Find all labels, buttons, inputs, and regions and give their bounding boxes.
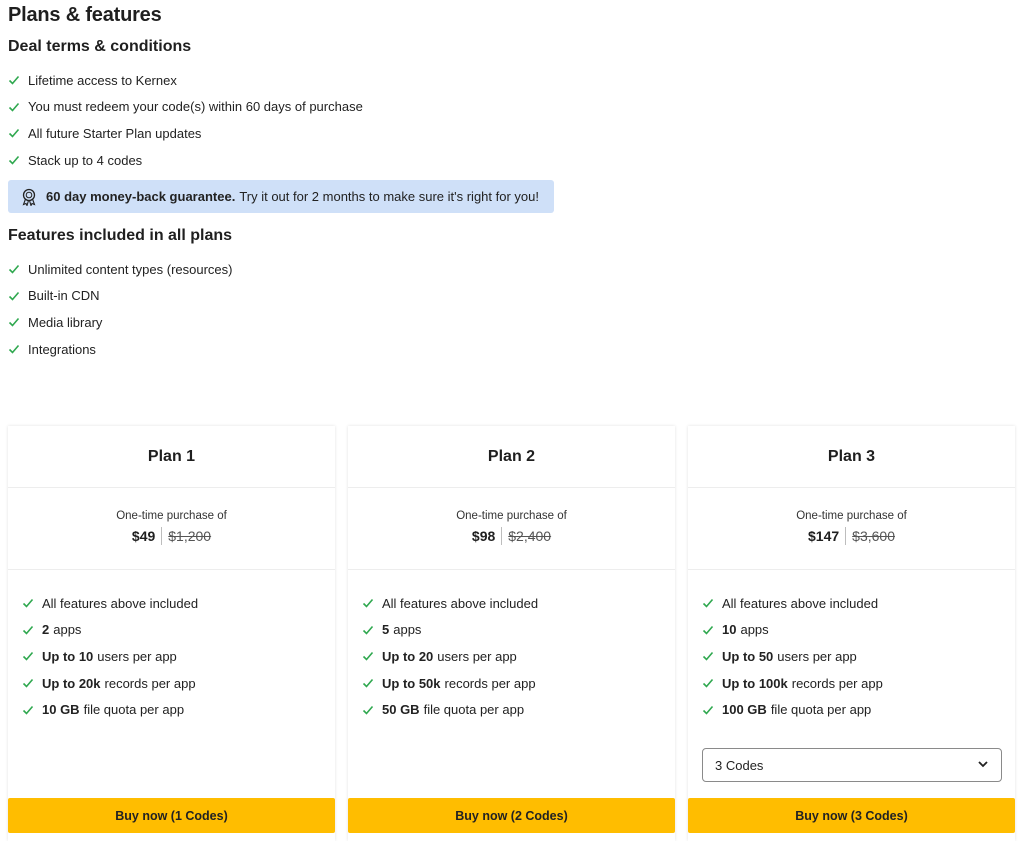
feature-bold: 100 GB xyxy=(722,702,767,718)
feature-bold: Up to 100k xyxy=(722,675,788,691)
check-icon xyxy=(8,74,20,86)
check-icon xyxy=(8,343,20,355)
plan-cards xyxy=(8,426,1016,841)
check-icon xyxy=(702,704,714,716)
price-divider xyxy=(501,527,502,545)
feature-text: records per app xyxy=(791,675,883,691)
check-icon xyxy=(22,704,34,716)
feature-text: file quota per app xyxy=(770,702,872,718)
check-icon xyxy=(362,704,374,716)
feature-text: All features above included xyxy=(42,595,199,611)
check-icon xyxy=(362,624,374,636)
price-caption: One-time purchase of xyxy=(796,510,907,522)
feature-text: users per app xyxy=(777,648,857,664)
feature-bold: Up to 20 xyxy=(382,648,434,664)
feature-bold: 10 GB xyxy=(42,702,80,718)
price-row xyxy=(688,527,1015,545)
money-back-guarantee-banner xyxy=(8,180,554,213)
list-item xyxy=(362,617,675,644)
price-caption: One-time purchase of xyxy=(456,510,567,522)
feature-bold: Up to 50k xyxy=(382,675,441,691)
price-current: $98 xyxy=(471,528,496,544)
list-item xyxy=(8,147,363,174)
feature-text: apps xyxy=(740,622,769,638)
list-item xyxy=(362,643,675,670)
plan-name: Plan 2 xyxy=(348,426,675,488)
buy-now-button[interactable]: Buy now (2 Codes) xyxy=(348,798,675,833)
feature-bold: 50 GB xyxy=(382,702,420,718)
list-item xyxy=(8,94,363,121)
price-original: $1,200 xyxy=(168,528,212,544)
check-icon xyxy=(702,597,714,609)
feature-bold: Up to 20k xyxy=(42,675,101,691)
check-icon xyxy=(8,101,20,113)
features-heading: Features included in all plans xyxy=(8,227,233,244)
feature-text: file quota per app xyxy=(83,702,185,718)
feature-bold: 2 xyxy=(42,622,50,638)
plan-price-section xyxy=(348,488,675,570)
list-item-label: Unlimited content types (resources) xyxy=(28,261,233,277)
plan-features-list xyxy=(348,570,675,723)
feature-text: All features above included xyxy=(382,595,539,611)
price-current: $49 xyxy=(131,528,156,544)
feature-text: records per app xyxy=(444,675,536,691)
check-icon xyxy=(702,624,714,636)
check-icon xyxy=(22,677,34,689)
check-icon xyxy=(8,290,20,302)
list-item xyxy=(22,643,335,670)
price-divider xyxy=(161,527,162,545)
price-row xyxy=(348,527,675,545)
feature-bold: 10 xyxy=(722,622,737,638)
feature-bold: Up to 10 xyxy=(42,648,94,664)
check-icon xyxy=(8,127,20,139)
plan-features-list xyxy=(8,570,335,723)
guarantee-bold-text: 60 day money-back guarantee. xyxy=(46,189,236,204)
plan-price-section xyxy=(8,488,335,570)
buy-now-button[interactable]: Buy now (3 Codes) xyxy=(688,798,1015,833)
check-icon xyxy=(702,677,714,689)
list-item-label: You must redeem your code(s) within 60 days of purchase xyxy=(28,99,363,115)
plan-card-2 xyxy=(348,426,675,841)
list-item xyxy=(362,696,675,723)
check-icon xyxy=(8,316,20,328)
buy-now-button[interactable]: Buy now (1 Codes) xyxy=(8,798,335,833)
list-item xyxy=(22,696,335,723)
deal-terms-list xyxy=(8,67,363,173)
feature-text: apps xyxy=(393,622,422,638)
list-item-label: Lifetime access to Kernex xyxy=(28,72,177,88)
guarantee-text: Try it out for 2 months to make sure it's right for you! xyxy=(239,189,539,204)
check-icon xyxy=(8,154,20,166)
codes-select[interactable] xyxy=(702,748,1002,782)
plan-card-1 xyxy=(8,426,335,841)
price-caption: One-time purchase of xyxy=(116,510,227,522)
plan-card-3 xyxy=(688,426,1015,841)
feature-text: file quota per app xyxy=(423,702,525,718)
list-item-label: Built-in CDN xyxy=(28,288,100,304)
feature-text: records per app xyxy=(104,675,196,691)
feature-text: All features above included xyxy=(722,595,879,611)
plan-price-section xyxy=(688,488,1015,570)
list-item xyxy=(8,67,363,94)
codes-select-value: 3 Codes xyxy=(715,757,764,773)
page-title: Plans & features xyxy=(8,4,162,26)
list-item xyxy=(362,670,675,697)
chevron-down-icon xyxy=(977,758,989,773)
price-divider xyxy=(845,527,846,545)
list-item xyxy=(22,617,335,644)
price-row xyxy=(8,527,335,545)
list-item xyxy=(8,336,232,363)
feature-text: users per app xyxy=(97,648,177,664)
price-original: $2,400 xyxy=(508,528,552,544)
price-original: $3,600 xyxy=(852,528,895,544)
list-item xyxy=(702,696,1015,723)
check-icon xyxy=(702,650,714,662)
features-list xyxy=(8,256,232,362)
award-badge-icon xyxy=(20,188,38,206)
check-icon xyxy=(22,597,34,609)
list-item xyxy=(8,309,232,336)
price-current: $147 xyxy=(808,528,840,544)
list-item xyxy=(22,670,335,697)
deal-terms-heading: Deal terms & conditions xyxy=(8,38,192,55)
check-icon xyxy=(8,263,20,275)
list-item xyxy=(702,670,1015,697)
list-item-label: Stack up to 4 codes xyxy=(28,152,143,168)
plan-features-list xyxy=(688,570,1015,723)
check-icon xyxy=(362,597,374,609)
plan-name: Plan 3 xyxy=(688,426,1015,488)
list-item xyxy=(702,590,1015,617)
plan-name: Plan 1 xyxy=(8,426,335,488)
check-icon xyxy=(362,677,374,689)
list-item xyxy=(8,256,232,283)
feature-text: apps xyxy=(53,622,82,638)
list-item-label: Integrations xyxy=(28,341,96,357)
list-item-label: All future Starter Plan updates xyxy=(28,125,202,141)
list-item xyxy=(8,283,232,310)
feature-bold: 5 xyxy=(382,622,390,638)
list-item-label: Media library xyxy=(28,314,103,330)
list-item xyxy=(702,643,1015,670)
list-item xyxy=(22,590,335,617)
list-item xyxy=(702,617,1015,644)
feature-bold: Up to 50 xyxy=(722,648,774,664)
list-item xyxy=(8,120,363,147)
check-icon xyxy=(22,650,34,662)
check-icon xyxy=(22,624,34,636)
check-icon xyxy=(362,650,374,662)
feature-text: users per app xyxy=(437,648,517,664)
list-item xyxy=(362,590,675,617)
